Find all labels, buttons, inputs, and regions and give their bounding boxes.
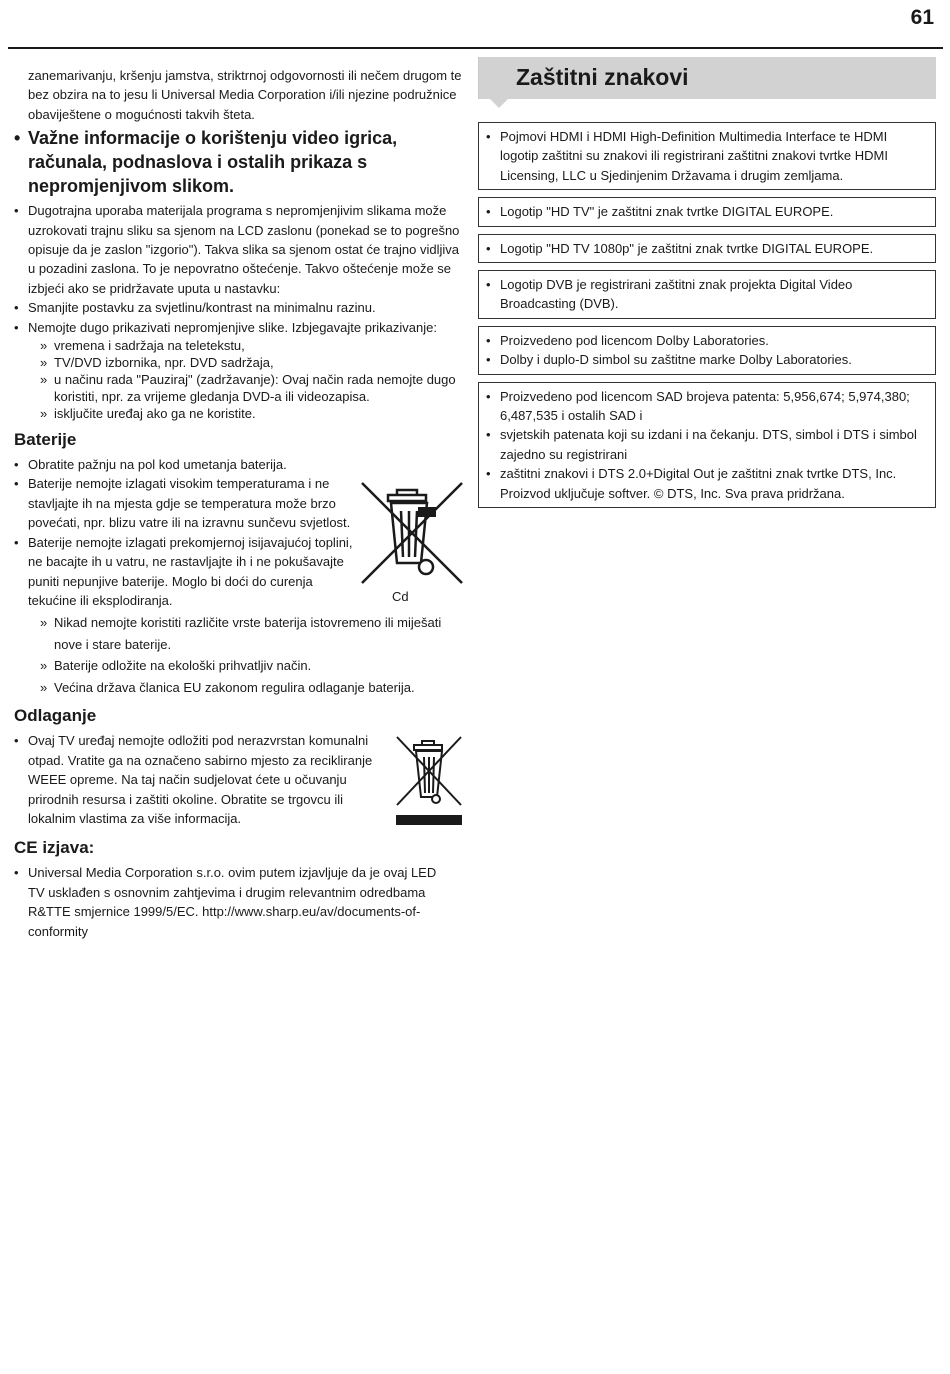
left-column bbox=[14, 66, 464, 941]
trademark-box-dts bbox=[478, 382, 936, 508]
sub-list-item: » Većina država članica EU zakonom regulira odlaganje baterija. bbox=[14, 677, 464, 699]
weee-bin-icon bbox=[394, 735, 464, 827]
crossed-bin-cd-icon bbox=[360, 481, 464, 585]
batteries-block bbox=[14, 455, 464, 610]
list-item: • Ovaj TV uređaj nemojte odložiti pod nerazvrstan komunalni otpad. Vratite ga na označeno sabirno mjesto za recikliranje WEEE opreme. Na taj način sudjelovat ćete u očuvanju prirodnih resursa i zaštiti okoline. Obratite se trgovcu ili lokalnim vlastima za više informacija. bbox=[14, 731, 383, 828]
list-item: • svjetskih patenata koji su izdani i na čekanju. DTS, simbol i DTS i simbol zajedno su registrirani bbox=[486, 425, 927, 464]
important-heading: • Važne informacije o korištenju video igrica, računala, podnaslova i ostalih prikaza s nepromjenjivom slikom. bbox=[14, 126, 464, 198]
list-item: • Baterije nemojte izlagati prekomjernoj isijavajućoj toplini, ne bacajte ih u vatru, ne rastavljajte ih i ne pokušavajte puniti nepunjive baterije. Moglo bi doći do curenja tekućine ili eksplodiranja. bbox=[14, 533, 358, 611]
sub-list-item: » vremena i sadržaja na teletekstu, bbox=[14, 337, 464, 354]
list-item: • Proizvedeno pod licencom Dolby Laboratories. bbox=[486, 331, 927, 350]
list-item: • Obratite pažnju na pol kod umetanja baterija. bbox=[14, 455, 464, 474]
list-item: • zaštitni znakovi i DTS 2.0+Digital Out je zaštitni znak tvrtke DTS, Inc. Proizvod uključuje softver. © DTS, Inc. Sva prava pridržana. bbox=[486, 464, 927, 503]
trademarks-heading: Zaštitni znakovi bbox=[516, 64, 689, 90]
trademarks-heading-box bbox=[478, 57, 936, 99]
list-item: • Dugotrajna uporaba materijala programa s nepromjenjivim slikama može uzrokovati trajnu sliku sa sjenom na LCD zaslonu (ponekad se to pogrešno opisuje da je zaslon "izgorio"). Takva slika sa sjenom ostat će trajno vidljiva u pozadini zaslona. To je nepovratno oštećenje. Takvo oštećenje može se izbjeći ako se pridržavate uputa u nastavku: bbox=[14, 201, 464, 298]
list-item: • Pojmovi HDMI i HDMI High-Definition Multimedia Interface te HDMI logotip zaštitni su znakovi ili registrirani zaštitni znakovi tvrtke HDMI Licensing, LLC u Sjedinjenim Državama i drugim zemljama. bbox=[486, 127, 927, 185]
list-item: • Dolby i duplo-D simbol su zaštitne marke Dolby Laboratories. bbox=[486, 350, 927, 369]
disposal-heading: Odlaganje bbox=[14, 706, 97, 726]
sub-list-item: » u načinu rada "Pauziraj" (zadržavanje): Ovaj način rada nemojte dugo koristiti, npr. za vrijeme gledanja DVD-a ili videozapisa. bbox=[14, 371, 464, 405]
trademark-box-hdtv bbox=[478, 197, 936, 226]
right-column bbox=[478, 57, 936, 508]
sub-list-item: » Nikad nemojte koristiti različite vrste baterija istovremeno ili miješati nove i stare baterije. bbox=[14, 612, 464, 655]
list-item: • Smanjite postavku za svjetlinu/kontrast na minimalnu razinu. bbox=[14, 298, 464, 317]
list-item: • Logotip "HD TV 1080p" je zaštitni znak tvrtke DIGITAL EUROPE. bbox=[486, 239, 927, 258]
list-item: • Baterije nemojte izlagati visokim temperaturama i ne stavljajte ih na mjesta gdje se temperatura može brzo povećati, npr. blizu vatre ili na izravnu sunčevu svjetlost. bbox=[14, 474, 358, 532]
sub-list-item: » Baterije odložite na ekološki prihvatljiv način. bbox=[14, 655, 464, 677]
list-item: • Universal Media Corporation s.r.o. ovim putem izjavljuje da je ovaj LED TV usklađen s osnovnim zahtjevima i drugim relevantnim odredbama R&TTE smjernice 1999/5/EC. http://www.sharp.eu/av/documents-of-conformity bbox=[14, 863, 453, 941]
trademark-box-hdmi bbox=[478, 122, 936, 190]
trademark-box-dvb bbox=[478, 270, 936, 319]
sub-list-item: » isključite uređaj ako ga ne koristite. bbox=[14, 405, 464, 422]
list-item: • Nemojte dugo prikazivati nepromjenjive slike. Izbjegavajte prikazivanje: bbox=[14, 318, 464, 337]
disposal-block bbox=[14, 731, 464, 828]
sub-list-item: » TV/DVD izbornika, npr. DVD sadržaja, bbox=[14, 354, 464, 371]
list-item: • Proizvedeno pod licencom SAD brojeva patenta: 5,956,674; 5,974,380; 6,487,535 i ostalih SAD i bbox=[486, 387, 927, 426]
trademark-box-hdtv-1080p bbox=[478, 234, 936, 263]
intro-paragraph: zanemarivanju, kršenju jamstva, striktrnoj odgovornosti ili nečem drugom te bez obzira na to jesu li Universal Media Corporation i/ili njezine podružnice obaviještene o mogućnosti takvih šteta. bbox=[28, 68, 462, 122]
list-item: • Logotip DVB je registrirani zaštitni znak projekta Digital Video Broadcasting (DVB). bbox=[486, 275, 927, 314]
ce-heading: CE izjava: bbox=[14, 838, 95, 858]
list-item: • Logotip "HD TV" je zaštitni znak tvrtke DIGITAL EUROPE. bbox=[486, 202, 927, 221]
batteries-heading: Baterije bbox=[14, 430, 77, 450]
figure-caption: Cd bbox=[392, 589, 409, 605]
page-number: 61 bbox=[910, 6, 934, 29]
header-rule bbox=[8, 47, 943, 49]
trademark-box-dolby bbox=[478, 326, 936, 375]
heading-notch bbox=[489, 98, 509, 108]
